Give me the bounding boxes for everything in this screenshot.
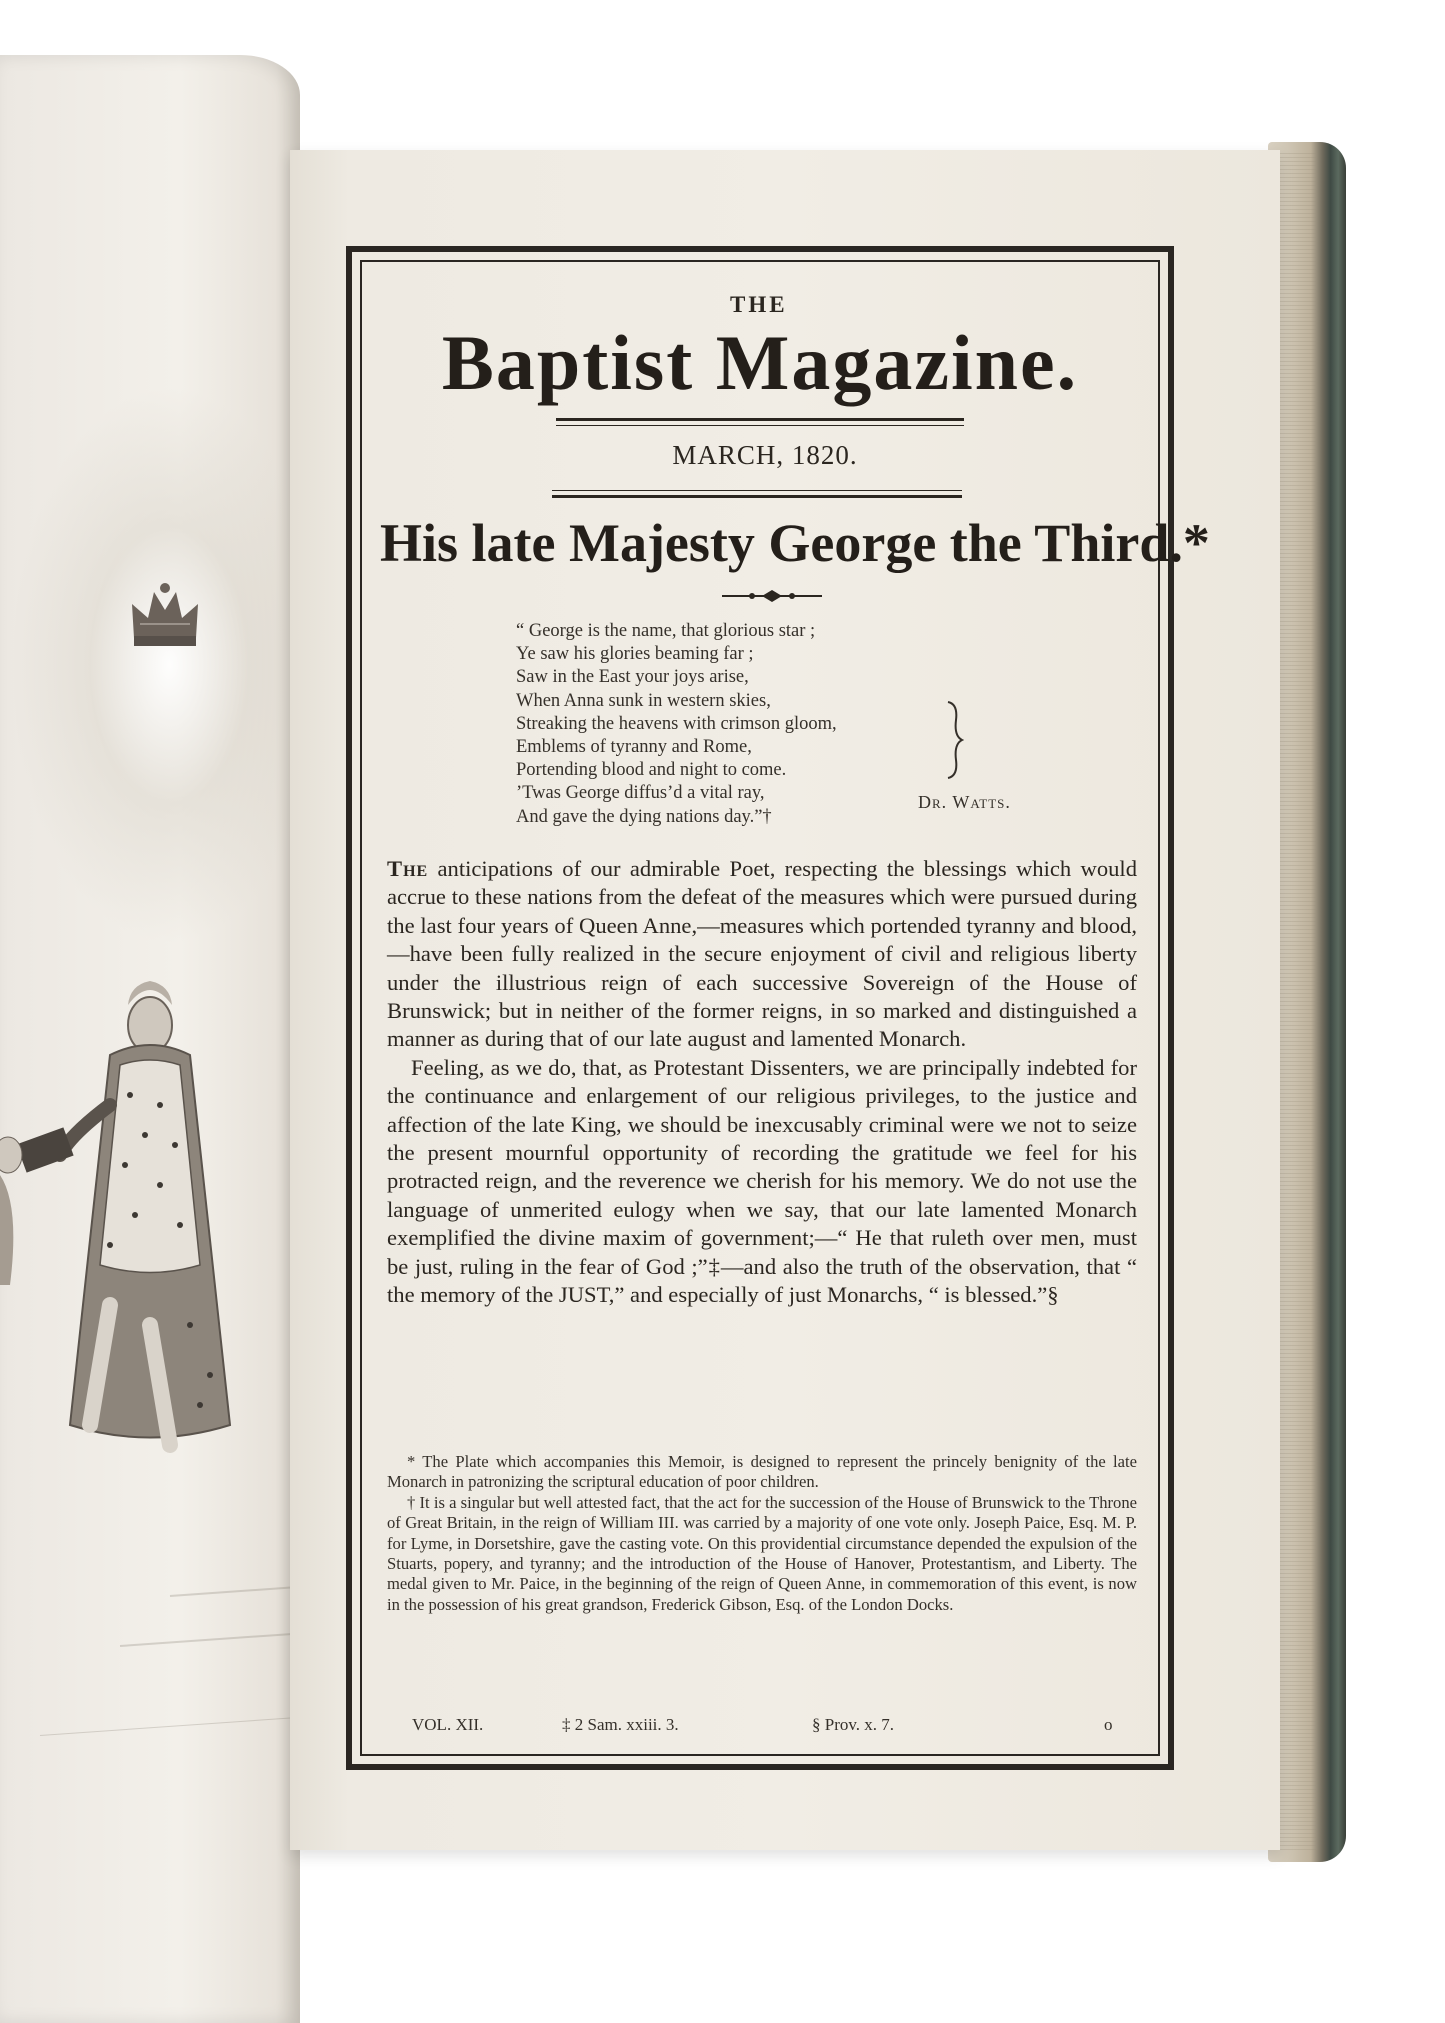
volume-label: VOL. XII. (412, 1715, 484, 1734)
footnotes (387, 1452, 1137, 1615)
masthead-kicker: THE (730, 292, 788, 317)
footer-ref-section: § Prov. x. 7. (812, 1715, 895, 1734)
body-paragraph-text: anticipations of our admirable Poet, respecting the blessings which would accrue to these nations from the defeat of the measures which were pursued during the last four years of Queen Anne,—measures which portended tyranny and blood,—have been fully realized in the secure enjoyment of civil and religious liberty under the illustrious reign of each successive Sovereign of the House of Brunswick; but in neither of the former reigns, in so marked and distinguished a manner as during that of our late august and lamented Monarch. (387, 856, 1137, 1052)
article-body (387, 855, 1137, 1310)
body-paragraph: Feeling, as we do, that, as Protestant Dissenters, we are principally indebted for the continuance and enlargement of our religious privileges, to the justice and affection of the late King, we should be inexcusably criminal were we not to seize the present mournful opportunity of recording the gratitude we feel for his protracted reign, and the reverence we cherish for his memory. We do not use the language of unmerited eulogy when we say, that our late lamented Monarch exemplified the divine maxim of government;—“ He that ruleth over men, must be just, ruling in the fear of God ;”‡—and also the truth of the observation, that “ the memory of the JUST,” and especially of just Monarchs, “ is blessed.”§ (387, 1054, 1137, 1308)
poem-line: Portending blood and night to come. (516, 760, 787, 781)
poem-attribution: Dr. Watts. (918, 792, 1011, 812)
crown-icon (128, 580, 202, 650)
frontispiece-engraving (0, 385, 300, 1485)
poem-line: “ George is the name, that glorious star ; (516, 621, 816, 641)
issue-date: MARCH, 1820. (672, 440, 858, 470)
footnote: * The Plate which accompanies this Memoir, is designed to represent the princely benignity of the late Monarch in patronizing the scriptural education of poor children. (387, 1452, 1137, 1492)
footnote: † It is a singular but well attested fact, that the act for the succession of the House of Brunswick to the Throne of Great Britain, in the reign of William III. was carried by a majority of one vote only. Joseph Paice, Esq. M. P. for Lyme, in Dorsetshire, gave the casting vote. On this providential circumstance depended the expulsion of the Stuarts, popery, and tyranny; and the introduction of the House of Hanover, Protestantism, and Liberty. The medal given to Mr. Paice, in the beginning of the reign of Queen Anne, in commemoration of this event, is now in the possession of his great grandson, Frederick Gibson, Esq. of the London Docks. (387, 1492, 1137, 1614)
poem-line: Ye saw his glories beaming far ; (516, 644, 754, 665)
poem-line: Saw in the East your joys arise, (516, 667, 749, 688)
rule-lower-thin (552, 490, 962, 491)
epigraph-poem (516, 620, 837, 829)
poem-line: Streaking the heavens with crimson gloom, (516, 713, 837, 734)
poem-line: Emblems of tyranny and Rome, (516, 737, 752, 758)
body-paragraph (387, 855, 1137, 1054)
article-headline: His late Majesty George the Third.* (380, 513, 1210, 573)
king-figure-illustration (0, 905, 300, 1465)
left-page (0, 55, 300, 2023)
ornament-divider-icon (722, 588, 822, 604)
body-lead-word: The (387, 856, 429, 881)
brace-icon (946, 700, 964, 780)
poem-line: And gave the dying nations day.”† (516, 806, 772, 827)
rule-lower-thick (552, 495, 962, 498)
footer-ref-dagger: ‡ 2 Sam. xxiii. 3. (562, 1715, 679, 1734)
radiant-glory (10, 385, 300, 945)
poem-line: When Anna sunk in western skies, (516, 690, 771, 711)
rule-upper-thin (556, 425, 964, 426)
masthead-title: Baptist Magazine. (441, 319, 1079, 406)
signature-mark: o (1104, 1715, 1113, 1734)
rule-upper-thick (556, 418, 964, 421)
engraving-caption (0, 1555, 300, 1815)
poem-line: ’Twas George diffus’d a vital ray, (516, 783, 765, 804)
page-footer (412, 1715, 1117, 1739)
